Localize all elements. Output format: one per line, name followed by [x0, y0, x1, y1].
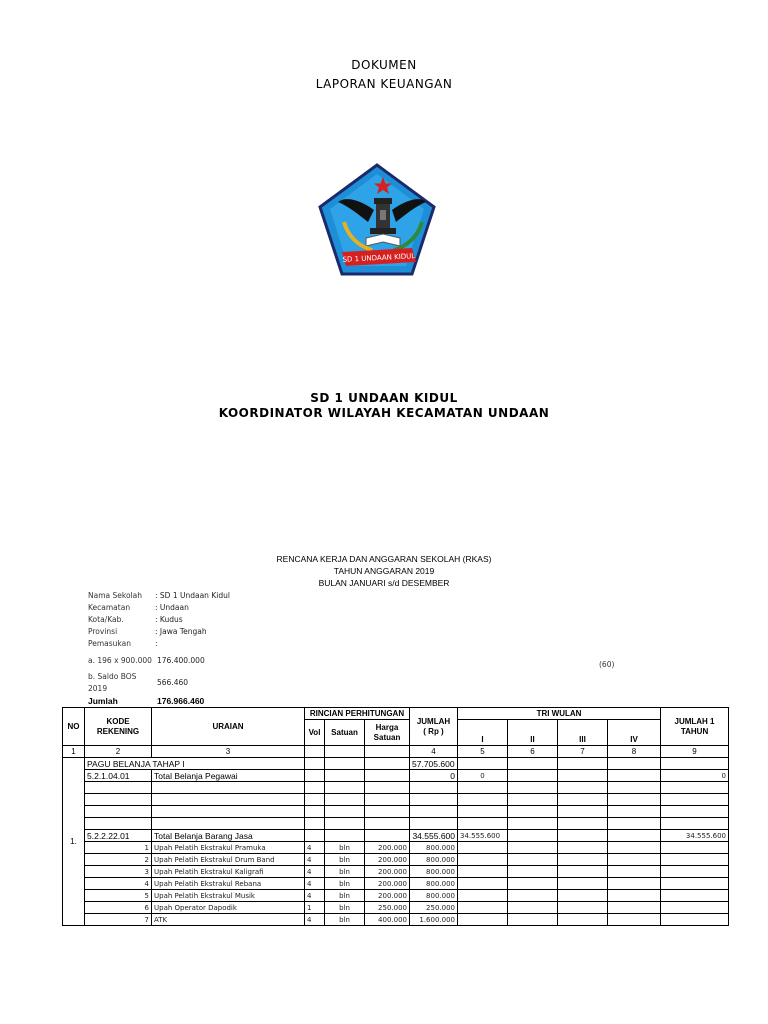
item-harga: 400.000	[365, 914, 410, 926]
column-number-row	[63, 746, 729, 758]
item-number: 2	[85, 854, 152, 866]
header-tw1: I	[458, 720, 508, 746]
barang-kode: 5.2.2.22.01	[85, 830, 152, 842]
item-satuan: bln	[325, 866, 365, 878]
item-jumlah: 800.000	[410, 842, 458, 854]
value-b: 566.460	[157, 678, 189, 687]
item-number: 4	[85, 878, 152, 890]
item-satuan: bln	[325, 890, 365, 902]
rkas-table	[62, 707, 729, 926]
value-provinsi: : Jawa Tengah	[155, 627, 207, 636]
item-harga: 200.000	[365, 866, 410, 878]
item-jumlah: 800.000	[410, 866, 458, 878]
pagu-value: 57.705.600	[410, 758, 458, 770]
item-row	[63, 866, 729, 878]
item-harga: 200.000	[365, 854, 410, 866]
header-no: NO	[63, 708, 85, 746]
colnum-9: 9	[661, 746, 729, 758]
logo-ribbon-text: SD 1 UNDAAN KIDUL	[342, 252, 416, 264]
item-desc: Upah Pelatih Ekstrakul Pramuka	[152, 842, 305, 854]
item-row	[63, 842, 729, 854]
label-b-line2: 2019	[88, 684, 108, 693]
item-row	[63, 890, 729, 902]
item-desc: ATK	[152, 914, 305, 926]
barang-total: 34.555.600	[661, 830, 729, 842]
value-a: 176.400.000	[157, 656, 205, 665]
header-vol: Vol	[305, 720, 325, 746]
row-number: 1.	[63, 758, 85, 926]
item-satuan: bln	[325, 902, 365, 914]
school-name: SD 1 UNDAAN KIDUL	[310, 391, 458, 405]
pagu-row	[63, 758, 729, 770]
item-vol: 4	[305, 914, 325, 926]
region-name: KOORDINATOR WILAYAH KECAMATAN UNDAAN	[218, 406, 550, 420]
barang-value: 34.555.600	[410, 830, 458, 842]
colnum-5: 5	[458, 746, 508, 758]
header-tri-wulan: TRI WULAN	[458, 708, 661, 720]
header-rincian: RINCIAN PERHITUNGAN	[305, 708, 410, 720]
pagu-label: PAGU BELANJA TAHAP I	[85, 758, 305, 770]
rkas-period: BULAN JANUARI s/d DESEMBER	[318, 578, 450, 588]
item-desc: Upah Pelatih Ekstrakul Rebana	[152, 878, 305, 890]
item-jumlah: 1.600.000	[410, 914, 458, 926]
doc-title: DOKUMEN	[351, 58, 417, 72]
label-nama-sekolah: Nama Sekolah	[88, 591, 142, 600]
value-nama-sekolah: : SD 1 Undaan Kidul	[155, 591, 230, 600]
value-kecamatan: : Undaan	[155, 603, 189, 612]
colnum-6: 6	[508, 746, 558, 758]
item-jumlah: 800.000	[410, 878, 458, 890]
item-desc: Upah Pelatih Ekstrakul Drum Band	[152, 854, 305, 866]
pegawai-total: 0	[661, 770, 729, 782]
item-desc: Upah Operator Dapodik	[152, 902, 305, 914]
item-satuan: bln	[325, 854, 365, 866]
colnum-3: 3	[152, 746, 305, 758]
header-tw4: IV	[608, 720, 661, 746]
item-harga: 200.000	[365, 890, 410, 902]
pegawai-kode: 5.2.1.04.01	[85, 770, 152, 782]
item-number: 5	[85, 890, 152, 902]
item-vol: 4	[305, 878, 325, 890]
item-number: 6	[85, 902, 152, 914]
empty-row	[63, 806, 729, 818]
rkas-year: TAHUN ANGGARAN 2019	[333, 566, 435, 576]
barang-label: Total Belanja Barang Jasa	[152, 830, 305, 842]
header-tw2: II	[508, 720, 558, 746]
colnum-8: 8	[608, 746, 661, 758]
item-satuan: bln	[325, 878, 365, 890]
header-satuan: Satuan	[325, 720, 365, 746]
item-jumlah: 800.000	[410, 854, 458, 866]
barang-jasa-row	[63, 830, 729, 842]
label-pemasukan: Pemasukan	[88, 639, 131, 648]
colnum-4: 4	[410, 746, 458, 758]
item-row	[63, 914, 729, 926]
item-vol: 4	[305, 890, 325, 902]
label-a: a. 196 x 900.000	[88, 656, 152, 665]
item-satuan: bln	[325, 842, 365, 854]
item-row	[63, 854, 729, 866]
header-jumlah-tahun: JUMLAH 1 TAHUN	[661, 708, 729, 746]
item-harga: 200.000	[365, 878, 410, 890]
item-desc: Upah Pelatih Ekstrakul Kaligrafi	[152, 866, 305, 878]
value-kota: : Kudus	[155, 615, 183, 624]
empty-row	[63, 818, 729, 830]
header-tw3: III	[558, 720, 608, 746]
header-kode: KODE REKENING	[85, 708, 152, 746]
barang-tw1: 34.555.600	[458, 830, 508, 842]
item-number: 7	[85, 914, 152, 926]
label-kota: Kota/Kab.	[88, 615, 124, 624]
label-b-line1: b. Saldo BOS	[88, 672, 137, 681]
item-satuan: bln	[325, 914, 365, 926]
item-vol: 4	[305, 842, 325, 854]
item-row	[63, 902, 729, 914]
colnum-2: 2	[85, 746, 152, 758]
item-harga: 250.000	[365, 902, 410, 914]
empty-row	[63, 794, 729, 806]
item-number: 1	[85, 842, 152, 854]
item-vol: 4	[305, 854, 325, 866]
header-jumlah: JUMLAH ( Rp )	[410, 708, 458, 746]
pegawai-tw1: 0	[458, 770, 508, 782]
colnum-1: 1	[63, 746, 85, 758]
item-jumlah: 250.000	[410, 902, 458, 914]
item-harga: 200.000	[365, 842, 410, 854]
item-number: 3	[85, 866, 152, 878]
item-jumlah: 800.000	[410, 890, 458, 902]
item-vol: 1	[305, 902, 325, 914]
header-uraian: URAIAN	[152, 708, 305, 746]
header-harga: Harga Satuan	[365, 720, 410, 746]
school-logo	[316, 162, 438, 278]
item-row	[63, 878, 729, 890]
empty-row	[63, 782, 729, 794]
pegawai-row	[63, 770, 729, 782]
colnum-7: 7	[558, 746, 608, 758]
pegawai-label: Total Belanja Pegawai	[152, 770, 305, 782]
pegawai-value: 0	[410, 770, 458, 782]
doc-subtitle: LAPORAN KEUANGAN	[315, 77, 453, 91]
rkas-title: RENCANA KERJA DAN ANGGARAN SEKOLAH (RKAS)	[276, 554, 492, 564]
value-pemasukan: :	[155, 639, 158, 648]
label-kecamatan: Kecamatan	[88, 603, 131, 612]
item-desc: Upah Pelatih Ekstrakul Musik	[152, 890, 305, 902]
label-jumlah: Jumlah	[88, 696, 118, 706]
note-a: (60)	[599, 660, 615, 669]
item-vol: 4	[305, 866, 325, 878]
value-jumlah: 176.966.460	[157, 696, 205, 706]
label-provinsi: Provinsi	[88, 627, 118, 636]
